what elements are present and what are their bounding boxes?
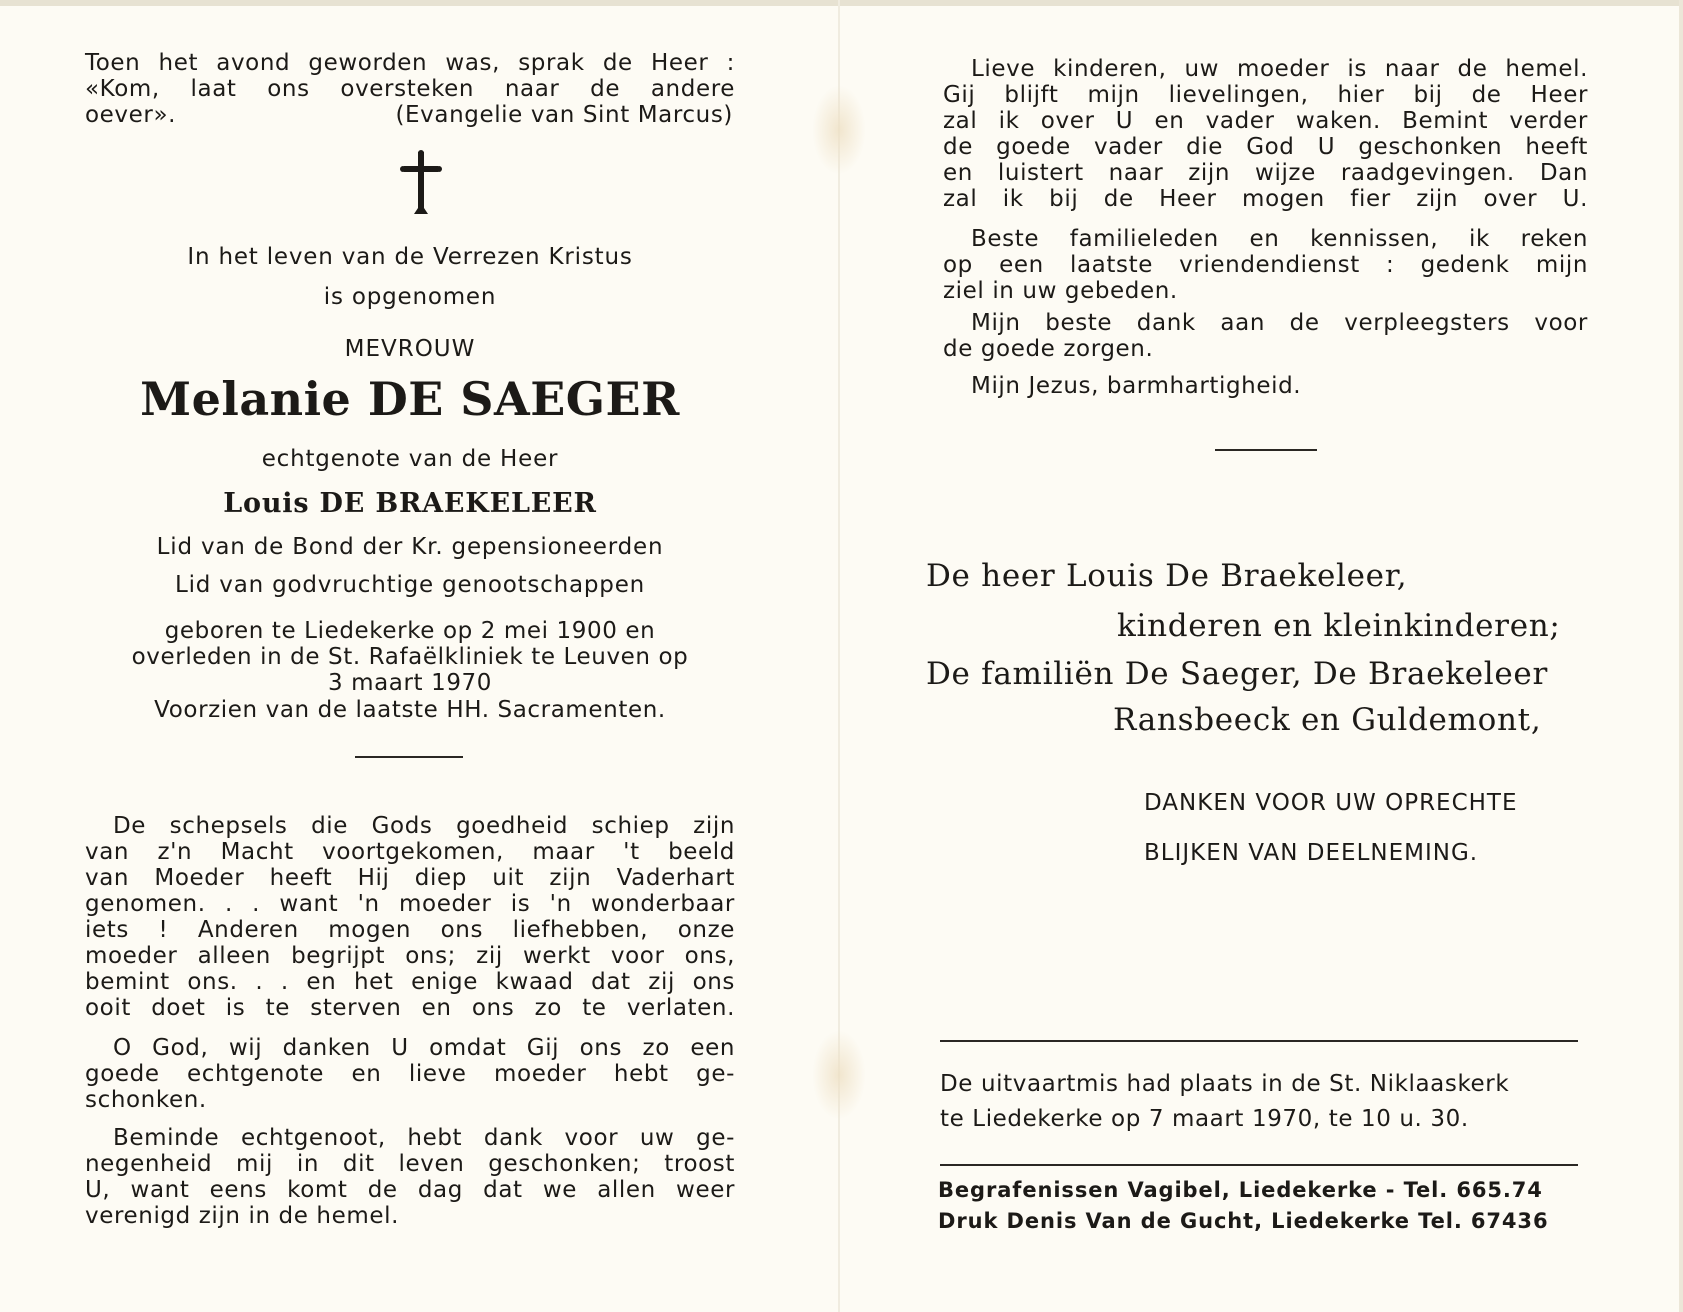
verse-line: ooit doet is te sterven en ons zo te verlaten. bbox=[85, 995, 735, 1021]
verse-line: van z'n Macht voortgekomen, maar 't beeld bbox=[85, 839, 735, 865]
cross-icon bbox=[399, 150, 443, 218]
message-line: Gij blijft mijn lievelingen, hier bij de Heer bbox=[943, 82, 1588, 108]
verse-paragraph-2 bbox=[85, 1035, 735, 1113]
birth-death-block bbox=[85, 618, 735, 723]
thanks-line: BLIJKEN VAN DEELNEMING. bbox=[1144, 840, 1479, 866]
message-line: de goede vader die God U geschonken heeft bbox=[943, 134, 1588, 160]
membership-line: Lid van de Bond der Kr. gepensioneerden bbox=[156, 534, 664, 560]
sacraments-line: Voorzien van de laatste HH. Sacramenten. bbox=[154, 697, 666, 723]
verse-line: moeder alleen begrijpt ons; zij werkt voor ons, bbox=[85, 943, 735, 969]
message-paragraph-4 bbox=[943, 373, 1588, 399]
funeral-line: De uitvaartmis had plaats in de St. Niklaaskerk bbox=[940, 1071, 1510, 1097]
verse-line: schonken. bbox=[85, 1087, 207, 1113]
message-line: Mijn Jezus, barmhartigheid. bbox=[971, 373, 1302, 399]
verse-paragraph-1 bbox=[85, 813, 735, 1021]
message-paragraph-3 bbox=[943, 310, 1588, 362]
family-line: kinderen en kleinkinderen; bbox=[1117, 608, 1561, 644]
verse-line: negenheid mij in dit leven geschonken; troost bbox=[85, 1151, 735, 1177]
verse-line: O God, wij danken U omdat Gij ons zo een bbox=[113, 1035, 735, 1061]
message-line: en luistert naar zijn wijze raadgevingen. Dan bbox=[943, 160, 1588, 186]
family-line: Ransbeeck en Guldemont, bbox=[1113, 702, 1542, 738]
divider bbox=[355, 756, 463, 758]
stain-spot bbox=[812, 1030, 866, 1120]
thanks-line: DANKEN VOOR UW OPRECHTE bbox=[1144, 790, 1518, 816]
verse-line: De schepsels die Gods goedheid schiep zijn bbox=[113, 813, 735, 839]
verse-line: genomen. . . want 'n moeder is 'n wonderbaar bbox=[85, 891, 735, 917]
death-line: overleden in de St. Rafaëlkliniek te Leuven op bbox=[131, 644, 689, 670]
title-mevrouw: MEVROUW bbox=[344, 336, 476, 362]
printer-line: Druk Denis Van de Gucht, Liedekerke Tel. 67436 bbox=[938, 1209, 1549, 1233]
quote-source: (Evangelie van Sint Marcus) bbox=[395, 102, 733, 128]
quote-line-3 bbox=[85, 102, 735, 128]
message-line: Beste familieleden en kennissen, ik reken bbox=[971, 226, 1588, 252]
gospel-quote bbox=[85, 50, 735, 128]
membership-line: Lid van godvruchtige genootschappen bbox=[174, 572, 646, 598]
paper-edge-top bbox=[0, 0, 1683, 6]
divider bbox=[1215, 449, 1317, 451]
message-paragraph-1 bbox=[943, 56, 1588, 212]
message-line: ziel in uw gebeden. bbox=[943, 278, 1178, 304]
intro-line: In het leven van de Verrezen Kristus bbox=[187, 244, 633, 270]
rule-line bbox=[940, 1040, 1578, 1042]
message-line: Lieve kinderen, uw moeder is naar de hemel. bbox=[971, 56, 1588, 82]
spouse-intro: echtgenote van de Heer bbox=[261, 446, 559, 472]
verse-line: van Moeder heeft Hij diep uit zijn Vaderhart bbox=[85, 865, 735, 891]
message-paragraph-2 bbox=[943, 226, 1588, 304]
verse-line: iets ! Anderen mogen ons liefhebben, onze bbox=[85, 917, 735, 943]
message-line: Mijn beste dank aan de verpleegsters voor bbox=[971, 310, 1588, 336]
message-line: zal ik over U en vader waken. Bemint verder bbox=[943, 108, 1588, 134]
message-line: de goede zorgen. bbox=[943, 336, 1154, 362]
rule-line bbox=[940, 1164, 1578, 1166]
paper-edge-right bbox=[1679, 0, 1683, 1312]
family-line: De heer Louis De Braekeleer, bbox=[926, 558, 1408, 594]
undertaker-line: Begrafenissen Vagibel, Liedekerke - Tel. 665.74 bbox=[938, 1178, 1543, 1202]
verse-paragraph-3 bbox=[85, 1125, 735, 1229]
verse-line: bemint ons. . . en het enige kwaad dat zij ons bbox=[85, 969, 735, 995]
quote-line: Toen het avond geworden was, sprak de Heer : bbox=[85, 50, 735, 76]
family-line: De familiën De Saeger, De Braekeleer bbox=[926, 656, 1548, 692]
intro-line: is opgenomen bbox=[323, 284, 497, 310]
spouse-name: Louis DE BRAEKELEER bbox=[223, 488, 597, 519]
verse-line: U, want eens komt de dag dat we allen weer bbox=[85, 1177, 735, 1203]
verse-line: goede echtgenote en lieve moeder hebt ge- bbox=[85, 1061, 735, 1087]
quote-line: «Kom, laat ons oversteken naar de andere bbox=[85, 76, 735, 102]
deceased-name: Melanie DE SAEGER bbox=[140, 372, 680, 426]
message-line: zal ik bij de Heer mogen fier zijn over U. bbox=[943, 186, 1588, 212]
funeral-line: te Liedekerke op 7 maart 1970, te 10 u. 30. bbox=[940, 1106, 1469, 1132]
birth-line: geboren te Liedekerke op 2 mei 1900 en bbox=[164, 618, 656, 644]
stain-spot bbox=[812, 85, 866, 175]
death-date: 3 maart 1970 bbox=[327, 670, 493, 696]
verse-line: verenigd zijn in de hemel. bbox=[85, 1203, 400, 1229]
message-line: op een laatste vriendendienst : gedenk mijn bbox=[943, 252, 1588, 278]
verse-line: Beminde echtgenoot, hebt dank voor uw ge- bbox=[113, 1125, 735, 1151]
quote-word: oever». bbox=[85, 102, 177, 128]
